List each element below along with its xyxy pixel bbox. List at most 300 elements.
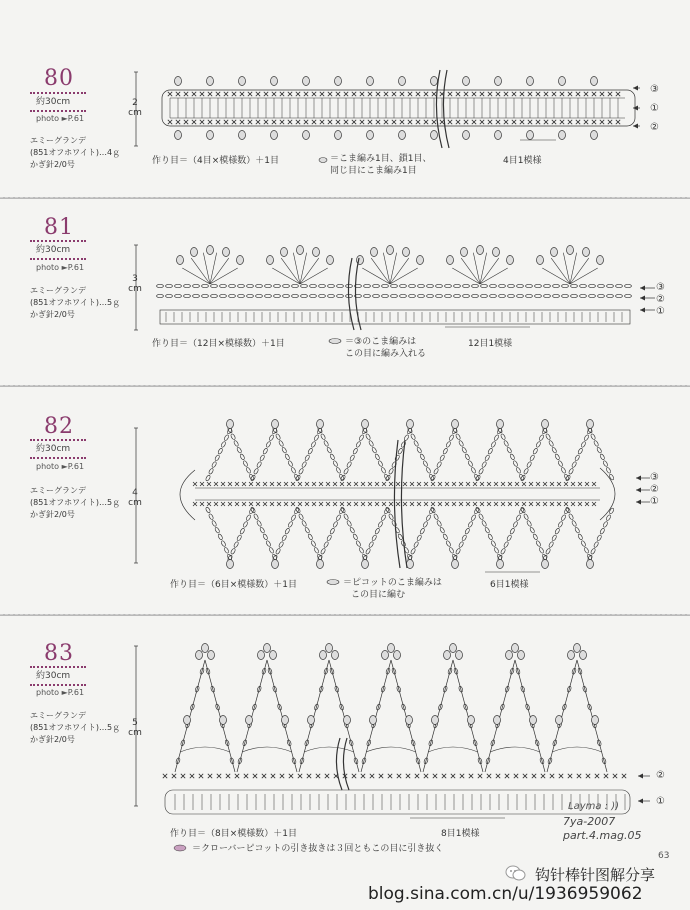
picot-stitch <box>407 420 414 429</box>
picot-stitch <box>432 716 439 725</box>
picot-stitch <box>175 131 182 140</box>
chain-stitch <box>418 284 425 287</box>
chain-stitch <box>307 448 313 455</box>
chain-arc <box>490 747 540 752</box>
chain-stitch <box>239 528 245 535</box>
picot-stitch <box>282 716 289 725</box>
chain-stitch <box>230 433 236 440</box>
yarn-name: エミーグランデ <box>30 286 86 295</box>
chain-stitch <box>500 433 506 440</box>
chain-stitch <box>250 507 256 514</box>
picot-stitch <box>468 716 475 725</box>
picot-stitch <box>207 131 214 140</box>
chain-stitch <box>472 284 479 287</box>
chain-stitch <box>314 434 320 441</box>
chain-stitch <box>193 284 200 287</box>
picot-stitch <box>382 651 389 660</box>
break-line <box>343 738 349 790</box>
chain-stitch <box>481 461 487 468</box>
chain-stitch <box>259 527 265 534</box>
picot-stitch <box>452 420 459 429</box>
chain-stitch <box>427 284 434 287</box>
chain-stitch <box>356 540 362 547</box>
chain-stitch <box>337 294 344 297</box>
chain-stitch <box>433 468 439 475</box>
chain-stitch <box>598 294 605 297</box>
legend-symbol <box>329 339 341 344</box>
row-label: ② <box>650 484 659 495</box>
chain-stitch <box>506 447 512 454</box>
picot-stitch <box>574 644 581 653</box>
chain-arc <box>242 747 292 752</box>
picot-stitch <box>281 248 288 257</box>
chain-stitch <box>506 534 512 541</box>
chain-stitch <box>211 294 218 297</box>
picot-stitch <box>191 248 198 257</box>
chain-stitch <box>596 447 602 454</box>
chain-stitch <box>481 520 487 527</box>
chain-stitch <box>544 294 551 297</box>
chain-stitch <box>365 433 371 440</box>
chain-stitch <box>246 514 252 521</box>
picot-stitch <box>332 651 339 660</box>
chain-stitch <box>516 514 522 521</box>
chain-stitch <box>364 294 371 297</box>
picot-stitch <box>297 246 304 255</box>
chain-stitch <box>503 440 509 447</box>
chain-stitch <box>328 294 335 297</box>
picot-stitch <box>370 716 377 725</box>
picot-stitch <box>227 560 234 569</box>
chain-stitch <box>423 460 429 467</box>
chain-stitch <box>455 548 461 555</box>
chain-stitch <box>458 440 464 447</box>
chain-stitch <box>599 453 605 460</box>
picot-stitch <box>452 560 459 569</box>
picot-stitch <box>271 77 278 86</box>
chain-stitch <box>551 447 557 454</box>
chain-stitch <box>568 468 574 475</box>
chain-stitch <box>278 440 284 447</box>
chain-stitch <box>526 284 533 287</box>
picot-stitch <box>208 651 215 660</box>
symbol-note: ＝クローバーピコットの引き抜きは３回ともこの目に引き抜く <box>192 844 444 854</box>
chain-stitch <box>446 540 452 547</box>
row-arrow-head <box>638 774 643 779</box>
chain-stitch <box>423 521 429 528</box>
chain-stitch <box>416 447 422 454</box>
chain-stitch <box>378 460 384 467</box>
chain-stitch <box>205 507 211 514</box>
chain-stitch <box>239 453 245 460</box>
legend-symbol <box>319 158 327 163</box>
yarn-color: (851オフホワイト)…5ｇ <box>30 498 121 507</box>
chain-stitch <box>449 434 455 441</box>
yarn-name: エミーグランデ <box>30 486 86 495</box>
chain-stitch <box>374 453 380 460</box>
row-label: ② <box>650 122 659 133</box>
chain-stitch <box>371 447 377 454</box>
repeat-label: 8目1模様 <box>441 829 480 839</box>
row-arrow-head <box>636 476 641 481</box>
chain-stitch <box>371 534 377 541</box>
chain-stitch <box>291 514 297 521</box>
chain-stitch <box>291 467 297 474</box>
chain-stitch <box>487 533 493 540</box>
chain-stitch <box>337 284 344 287</box>
picot-stitch <box>537 256 544 265</box>
chain-stitch <box>554 453 560 460</box>
picot-stitch <box>559 77 566 86</box>
picot-stitch <box>175 77 182 86</box>
picot-stitch <box>246 716 253 725</box>
chain-stitch <box>368 541 374 548</box>
picot-stitch <box>344 716 351 725</box>
chain-stitch <box>256 520 262 527</box>
chain-stitch <box>217 533 223 540</box>
pattern-length: 約30cm <box>36 245 71 255</box>
repeat-label: 12目1模様 <box>468 339 513 349</box>
picot-stitch <box>399 131 406 140</box>
chain-stitch <box>166 294 173 297</box>
picot-stitch <box>591 131 598 140</box>
chain-stitch <box>253 468 259 475</box>
picot-stitch <box>477 246 484 255</box>
chain-stitch <box>265 294 272 297</box>
picot-stitch <box>431 77 438 86</box>
picot-stitch <box>335 131 342 140</box>
chain-stitch <box>391 284 398 287</box>
chain-stitch <box>311 540 317 547</box>
chain-stitch <box>208 513 214 520</box>
chain-stitch <box>292 294 299 297</box>
chain-leg <box>453 660 483 772</box>
chain-stitch <box>409 294 416 297</box>
picot-stitch <box>463 131 470 140</box>
chain-stitch <box>346 520 352 527</box>
picot-stitch <box>317 560 324 569</box>
chain-stitch <box>349 527 355 534</box>
chain-stitch <box>463 284 470 287</box>
chain-stitch <box>589 284 596 287</box>
chain-stitch <box>359 547 365 554</box>
picot-stitch <box>399 77 406 86</box>
chain-stitch <box>266 441 272 448</box>
picot-stitch <box>271 131 278 140</box>
picot-stitch <box>407 560 414 569</box>
chain-stitch <box>336 514 342 521</box>
photo-reference: photo ►P.61 <box>36 263 85 272</box>
chain-stitch <box>565 507 571 514</box>
chain-stitch <box>262 533 268 540</box>
chain-arc <box>366 747 416 752</box>
chain-stitch <box>458 541 464 548</box>
picot-stitch <box>270 651 277 660</box>
hook-size: かぎ針2/0号 <box>30 510 75 519</box>
chain-stitch <box>593 440 599 447</box>
chain-stitch <box>574 454 580 461</box>
chain-stitch <box>577 448 583 455</box>
chain-stitch <box>346 461 352 468</box>
chain-stitch <box>217 448 223 455</box>
chain-stitch <box>323 440 329 447</box>
chain-stitch <box>208 468 214 475</box>
chain-stitch <box>526 520 532 527</box>
chain-stitch <box>298 513 304 520</box>
chain-stitch <box>517 294 524 297</box>
chain-stitch <box>487 448 493 455</box>
chain-stitch <box>352 448 358 455</box>
picot-stitch <box>495 131 502 140</box>
chain-stitch <box>616 284 623 287</box>
chain-stitch <box>175 294 182 297</box>
chain-stitch <box>603 460 609 467</box>
picot-stitch <box>362 420 369 429</box>
chain-stitch <box>157 284 164 287</box>
chain-stitch <box>520 507 526 514</box>
chain-stitch <box>343 513 349 520</box>
symbol-note: ＝③のこま編みは <box>345 337 417 347</box>
chain-stitch <box>475 507 481 514</box>
row-label: ③ <box>656 282 665 293</box>
fan-stitch <box>542 268 570 284</box>
chain-leg <box>205 660 235 772</box>
picot-stitch <box>184 716 191 725</box>
pattern-length: 約30cm <box>36 97 71 107</box>
photo-reference: photo ►P.61 <box>36 462 85 471</box>
break-line <box>443 70 449 148</box>
picot-stitch <box>237 256 244 265</box>
chain-stitch <box>397 448 403 455</box>
chain-stitch <box>598 284 605 287</box>
picot-stitch <box>387 246 394 255</box>
chain-stitch <box>233 541 239 548</box>
chain-stitch <box>385 475 391 482</box>
chain-leg <box>423 660 453 772</box>
chain-stitch <box>202 294 209 297</box>
symbol-note: この目に編む <box>351 590 406 600</box>
row-label: ① <box>656 306 665 317</box>
chain-stitch <box>301 520 307 527</box>
picot-stitch <box>530 716 537 725</box>
picot-stitch <box>320 651 327 660</box>
chain-stitch <box>558 460 564 467</box>
chain-leg <box>577 660 607 772</box>
chain-stitch <box>230 548 236 555</box>
chain-stitch <box>562 294 569 297</box>
chain-stitch <box>500 548 506 555</box>
chain-leg <box>267 660 297 772</box>
chain-stitch <box>607 294 614 297</box>
chain-stitch <box>529 527 535 534</box>
chain-stitch <box>373 284 380 287</box>
chain-stitch <box>304 527 310 534</box>
picot-stitch <box>303 77 310 86</box>
watermark-url: blog.sina.com.cn/u/1936959062 <box>368 884 643 904</box>
chain-stitch <box>571 284 578 287</box>
chain-stitch <box>571 520 577 527</box>
chain-leg <box>391 660 421 772</box>
watermark-channel: 钩针棒针图解分享 <box>535 866 656 884</box>
height-label: 2 cm <box>128 98 142 118</box>
chain-stitch <box>472 294 479 297</box>
chain-stitch <box>436 294 443 297</box>
chain-stitch <box>553 294 560 297</box>
height-label: 4 cm <box>128 488 142 508</box>
chain-stitch <box>536 540 542 547</box>
row-arrow-head <box>640 308 645 313</box>
chain-stitch <box>319 294 326 297</box>
chain-stitch <box>265 284 272 287</box>
chain-stitch <box>304 454 310 461</box>
picot-stitch <box>220 716 227 725</box>
chain-stitch <box>283 284 290 287</box>
chain-stitch <box>365 548 371 555</box>
picot-stitch <box>493 248 500 257</box>
chain-stitch <box>433 513 439 520</box>
chain-stitch <box>508 294 515 297</box>
chain-stitch <box>468 460 474 467</box>
chain-stitch <box>274 284 281 287</box>
chain-stitch <box>609 474 615 481</box>
chain-stitch <box>535 284 542 287</box>
chain-stitch <box>205 475 211 482</box>
picot-stitch <box>551 248 558 257</box>
chain-stitch <box>590 433 596 440</box>
picot-stitch <box>507 256 514 265</box>
chain-stitch <box>413 541 419 548</box>
chain-stitch <box>352 533 358 540</box>
chain-stitch <box>607 284 614 287</box>
chain-stitch <box>288 460 294 467</box>
chain-stitch <box>275 548 281 555</box>
chain-stitch <box>193 294 200 297</box>
chain-stitch <box>439 527 445 534</box>
chain-stitch <box>229 294 236 297</box>
row-arrow-head <box>640 286 645 291</box>
picot-stitch <box>388 644 395 653</box>
fan-stitch <box>452 268 480 284</box>
chain-stitch <box>516 467 522 474</box>
break-line <box>336 738 342 790</box>
chain-stitch <box>329 528 335 535</box>
chain-stitch <box>446 441 452 448</box>
chain-stitch <box>368 440 374 447</box>
pattern-number: 83 <box>44 641 74 666</box>
chain-stitch <box>523 468 529 475</box>
pattern-number: 80 <box>44 66 74 91</box>
chain-stitch <box>221 441 227 448</box>
picot-stitch <box>394 651 401 660</box>
chain-stitch <box>238 284 245 287</box>
chain-stitch <box>275 433 281 440</box>
row-arrow-head <box>640 296 645 301</box>
foundation-row <box>160 310 630 324</box>
chain-stitch <box>401 441 407 448</box>
chain-stitch <box>224 547 230 554</box>
chain-stitch <box>301 294 308 297</box>
legend-symbol <box>327 580 339 585</box>
chain-stitch <box>539 434 545 441</box>
chain-stitch <box>320 433 326 440</box>
row-label: ① <box>650 496 659 507</box>
chain-stitch <box>523 513 529 520</box>
pattern-number: 82 <box>44 414 74 439</box>
picot-stitch <box>542 420 549 429</box>
chain-stitch <box>494 547 500 554</box>
picot-stitch <box>463 77 470 86</box>
picot-stitch <box>223 248 230 257</box>
chain-stitch <box>381 467 387 474</box>
chain-stitch <box>224 434 230 441</box>
chain-stitch <box>388 513 394 520</box>
chain-stitch <box>599 528 605 535</box>
chain-stitch <box>536 441 542 448</box>
chain-stitch <box>391 520 397 527</box>
chain-stitch <box>509 528 515 535</box>
picot-stitch <box>512 644 519 653</box>
picot-stitch <box>587 420 594 429</box>
chain-arc <box>180 747 230 752</box>
picot-stitch <box>497 560 504 569</box>
chain-stitch <box>484 527 490 534</box>
fan-stitch <box>272 268 300 284</box>
chain-stitch <box>284 453 290 460</box>
chain-stitch <box>364 284 371 287</box>
picot-stitch <box>587 560 594 569</box>
chain-stitch <box>319 284 326 287</box>
chain-stitch <box>259 454 265 461</box>
chain-stitch <box>449 547 455 554</box>
chain-stitch <box>461 447 467 454</box>
chain-stitch <box>509 453 515 460</box>
chain-stitch <box>238 294 245 297</box>
chain-stitch <box>439 454 445 461</box>
picot-stitch <box>495 77 502 86</box>
picot-stitch <box>367 77 374 86</box>
chain-stitch <box>616 294 623 297</box>
pattern-length: 約30cm <box>36 671 71 681</box>
picot-stitch <box>267 256 274 265</box>
picot-stitch <box>196 651 203 660</box>
picot-stitch <box>527 77 534 86</box>
chain-stitch <box>544 284 551 287</box>
chain-stitch <box>378 521 384 528</box>
picot-stitch <box>567 246 574 255</box>
picot-stitch <box>317 420 324 429</box>
chain-stitch <box>413 440 419 447</box>
chain-stitch <box>580 294 587 297</box>
picot-stitch <box>568 651 575 660</box>
chain-stitch <box>464 453 470 460</box>
chain-stitch <box>243 521 249 528</box>
chain-stitch <box>211 520 217 527</box>
chain-stitch <box>545 548 551 555</box>
end-curve <box>180 470 195 520</box>
chain-stitch <box>301 461 307 468</box>
hook-size: かぎ針2/0号 <box>30 160 75 169</box>
chain-leg <box>299 660 329 772</box>
picot-stitch <box>272 420 279 429</box>
picot-stitch <box>461 248 468 257</box>
chain-stitch <box>548 541 554 548</box>
chain-stitch <box>426 514 432 521</box>
chain-stitch <box>253 513 259 520</box>
fan-stitch <box>362 268 390 284</box>
picot-stitch <box>542 560 549 569</box>
chain-stitch <box>359 434 365 441</box>
chain-stitch <box>561 467 567 474</box>
